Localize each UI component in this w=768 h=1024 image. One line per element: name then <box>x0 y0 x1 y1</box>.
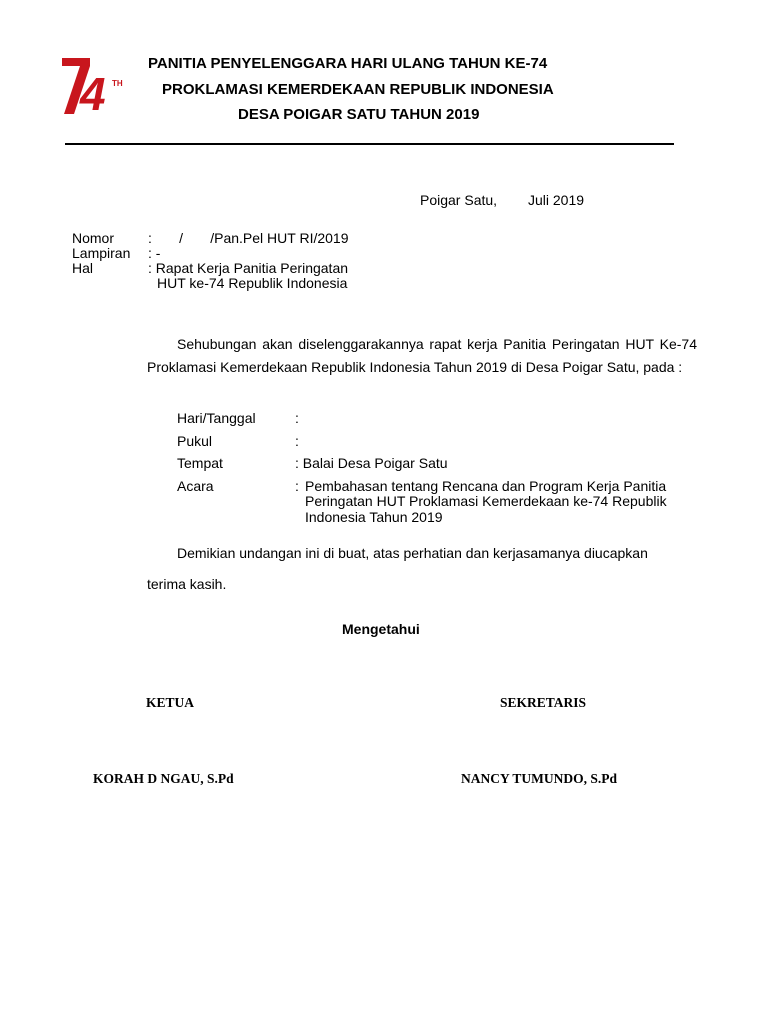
nomor-label: Nomor <box>72 230 115 246</box>
nomor-value: : / /Pan.Pel HUT RI/2019 <box>148 230 349 246</box>
tempat-label: Tempat <box>177 455 223 471</box>
sekretaris-name: NANCY TUMUNDO, S.Pd <box>461 771 618 786</box>
lampiran-label: Lampiran <box>72 245 131 261</box>
acara-line-3: Indonesia Tahun 2019 <box>305 509 443 525</box>
header-line-1: PANITIA PENYELENGGARA HARI ULANG TAHUN KE-74 <box>148 55 548 72</box>
pukul-label: Pukul <box>177 433 213 449</box>
logo-sup: TH <box>112 79 123 88</box>
hari-value: : <box>295 410 299 426</box>
header-line-2: PROKLAMASI KEMERDEKAAN REPUBLIK INDONESIA <box>162 81 554 98</box>
acara-line-1: Pembahasan tentang Rencana dan Program Kerja Panitia <box>305 478 667 494</box>
pukul-value: : <box>295 433 299 449</box>
lampiran-value: : - <box>148 245 161 261</box>
header-line-3: DESA POIGAR SATU TAHUN 2019 <box>238 106 480 123</box>
header-divider <box>65 143 674 145</box>
acara-label: Acara <box>177 478 214 494</box>
ketua-title: KETUA <box>146 695 195 710</box>
hut-74-logo <box>60 54 130 130</box>
hal-value-2: HUT ke-74 Republik Indonesia <box>157 275 348 291</box>
intro-paragraph: Sehubungan akan diselenggarakannya rapat kerja Panitia Peringatan HUT Ke-74 Proklamasi Kemerdekaan Republik Indonesia Tahun 2019 di Desa Poigar Satu, pada : <box>147 336 697 375</box>
ketua-name: KORAH D NGAU, S.Pd <box>93 771 234 786</box>
hari-label: Hari/Tanggal <box>177 410 256 426</box>
mengetahui-label: Mengetahui <box>342 621 420 637</box>
closing-line-2: terima kasih. <box>147 576 227 592</box>
hal-value-1: : Rapat Kerja Panitia Peringatan <box>148 260 349 276</box>
acara-line-2: Peringatan HUT Proklamasi Kemerdekaan ke-74 Republik <box>305 493 667 509</box>
acara-colon: : <box>295 478 299 494</box>
closing-line-1: Demikian undangan ini di buat, atas perhatian dan kerjasamanya diucapkan <box>177 545 648 561</box>
sekretaris-title: SEKRETARIS <box>500 695 587 710</box>
date-month-year: Juli 2019 <box>528 192 585 208</box>
tempat-value: : Balai Desa Poigar Satu <box>295 455 448 471</box>
logo-four: 4 <box>80 68 106 120</box>
date-place: Poigar Satu, <box>420 192 498 208</box>
hal-label: Hal <box>72 260 94 276</box>
